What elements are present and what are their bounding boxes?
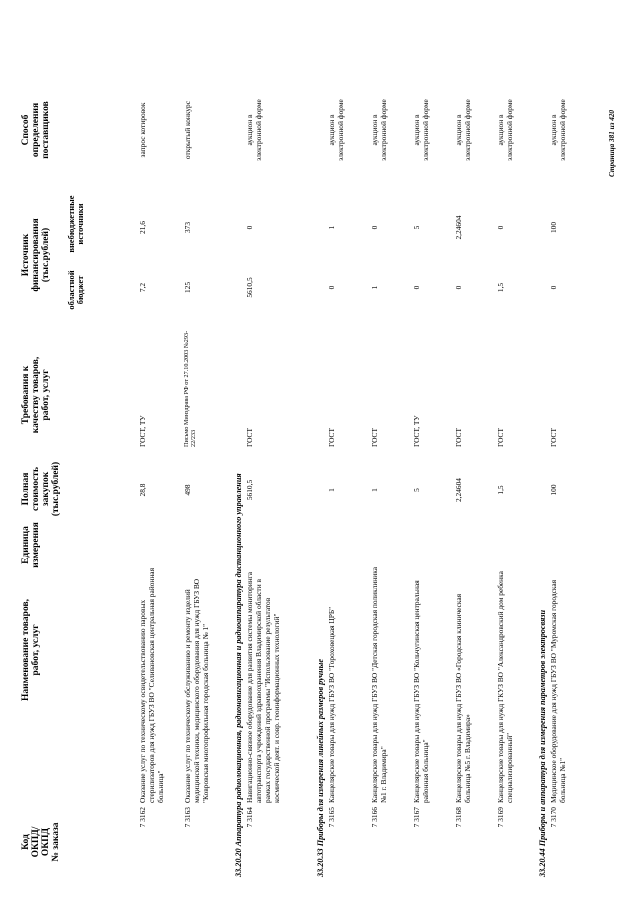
row-extra: 1 bbox=[327, 225, 336, 230]
row-regional: 5610,5 bbox=[245, 277, 254, 298]
row-name: Канцелярские товары для нужд ГБУЗ ВО «Городская клиническая больница №5 г. Владимира» bbox=[454, 593, 472, 803]
row-code: 7 3168 bbox=[454, 807, 463, 828]
row-requirements: ГОСТ bbox=[549, 428, 558, 447]
row-cost: 5610,5 bbox=[245, 479, 254, 501]
row-regional: 0 bbox=[454, 285, 463, 290]
row-extra: 21,6 bbox=[138, 221, 147, 234]
header-source-line: (тыс.рублей) bbox=[40, 227, 51, 283]
row-method: открытый конкурс bbox=[183, 100, 192, 160]
row-cost: 28,8 bbox=[138, 483, 147, 497]
header-code-line: Код bbox=[21, 834, 31, 850]
row-method: аукцион в электронной форме bbox=[412, 99, 430, 161]
row-requirements: ГОСТ bbox=[245, 428, 254, 447]
row-code: 7 3162 bbox=[138, 807, 147, 828]
row-extra: 100 bbox=[549, 221, 558, 234]
row-extra: 373 bbox=[183, 221, 192, 234]
row-name: Оказание услуг по техническому обслуживанию и ремонту изделий медицинской техники, медицинского оборудования для нужд ГБУЗ ВО "Ковровская многопрофильная городская больница № 1" bbox=[183, 578, 210, 803]
row-regional: 125 bbox=[183, 281, 192, 294]
header-code bbox=[22, 807, 62, 877]
header-cost bbox=[22, 459, 62, 519]
page-number: Страница 381 из 420 bbox=[608, 109, 616, 177]
row-cost: 1 bbox=[370, 488, 379, 492]
header-cost-line: стоимость bbox=[30, 467, 41, 511]
row-code: 7 3163 bbox=[183, 807, 192, 828]
section-heading: 33.20.44 Приборы и аппаратура для измерения параметров электросвязи bbox=[538, 609, 547, 877]
header-unit-line: Единица bbox=[21, 526, 31, 564]
row-regional: 7,2 bbox=[138, 282, 147, 293]
row-method: аукцион в электронной форме bbox=[370, 99, 388, 161]
row-cost: 1 bbox=[327, 488, 336, 492]
row-code: 7 3170 bbox=[549, 807, 558, 828]
header-req-line: качеству товаров, bbox=[30, 356, 41, 434]
header-req-line: Требования к bbox=[21, 365, 31, 425]
row-name: Канцелярские товары для нужд ГКУЗ ВО "Александровский дом ребенка специализированный" bbox=[496, 571, 514, 803]
header-name-line: Наименование товаров, bbox=[21, 599, 31, 701]
row-requirements: ГОСТ, ТУ bbox=[138, 415, 147, 447]
section-heading: 33.20.20 Аппаратура радиолокационная, радионавигационная и радиоаппаратура дистанционного управления bbox=[234, 473, 243, 877]
row-name: Канцелярские товары для нужд ГБУЗ ВО "Гороховецкая ЦРБ" bbox=[327, 606, 336, 803]
header-method-line: Способ bbox=[21, 114, 31, 146]
row-name: Навигационно-связное оборудование для развития системы мониторинга автотранспорта учреждений здравоохранения Владимирской области в рамках государственной программы "Использование результатов космической деят. и совр. геоинформационных технологий" bbox=[245, 571, 281, 803]
header-cost-line: Полная bbox=[21, 472, 31, 506]
header-cost-line: (тыс.рублей) bbox=[50, 461, 61, 517]
header-unit-line: измерения bbox=[30, 522, 41, 568]
header-req-line: работ, услуг bbox=[40, 369, 51, 421]
row-requirements: ГОСТ bbox=[454, 428, 463, 447]
row-requirements: ГОСТ bbox=[327, 428, 336, 447]
header-source-line: Источник bbox=[21, 233, 31, 277]
row-extra: 0 bbox=[245, 225, 254, 230]
row-requirements: Письмо Минздрава РФ от 27.10.2003 №293-22/233 bbox=[183, 330, 197, 447]
row-method: аукцион в электронной форме bbox=[496, 99, 514, 161]
row-code: 7 3169 bbox=[496, 807, 505, 828]
header-source bbox=[22, 190, 52, 320]
row-method: аукцион в электронной форме bbox=[245, 99, 263, 161]
row-requirements: ГОСТ bbox=[496, 428, 505, 447]
header-cost-line: закупок bbox=[40, 471, 51, 507]
row-requirements: ГОСТ bbox=[370, 428, 379, 447]
row-regional: 1,5 bbox=[496, 282, 505, 293]
row-name: Медицинское оборудование для нужд ГБУЗ ВО "Муромская городская больница №1" bbox=[549, 579, 567, 803]
header-regional-line: областной bbox=[66, 270, 76, 310]
header-name bbox=[22, 565, 42, 735]
header-unit bbox=[22, 515, 42, 575]
row-name: Канцелярские товары для нужд ГБУЗ ВО "Детская городская поликлиника №1 г. Владимира" bbox=[370, 567, 388, 803]
header-regional-line: бюджет bbox=[74, 275, 85, 305]
row-regional: 0 bbox=[327, 285, 336, 290]
header-name-line: работ, услуг bbox=[30, 624, 41, 676]
row-code: 7 3166 bbox=[370, 807, 379, 828]
row-method: аукцион в электронной форме bbox=[454, 99, 472, 161]
header-source-line: финансирования bbox=[30, 218, 41, 292]
row-extra: 5 bbox=[412, 225, 421, 230]
row-cost: 1,5 bbox=[496, 485, 505, 495]
row-extra: 0 bbox=[370, 225, 379, 230]
row-cost: 5 bbox=[412, 488, 421, 492]
row-method: аукцион в электронной форме bbox=[327, 99, 345, 161]
row-method: аукцион в электронной форме bbox=[549, 99, 567, 161]
row-regional: 0 bbox=[549, 285, 558, 290]
row-code: 7 3165 bbox=[327, 807, 336, 828]
header-extra-line: внебюджетные bbox=[66, 195, 76, 253]
header-method-line: поставщиков bbox=[40, 101, 51, 159]
section-heading: 33.20.33 Приборы для измерения линейных размеров ручные bbox=[316, 659, 325, 877]
row-regional: 1 bbox=[370, 285, 379, 290]
row-cost: 498 bbox=[183, 484, 192, 496]
header-code-line: ОКПД bbox=[40, 827, 51, 857]
header-method-line: определения bbox=[30, 102, 41, 158]
row-regional: 0 bbox=[412, 285, 421, 290]
row-method: запрос котировок bbox=[138, 102, 147, 158]
row-code: 7 3167 bbox=[412, 807, 421, 828]
row-name: Оказание услуг по техническому освидетельствованию паровых стерилизаторов для нужд ГБУЗ ВО "Селивановская центральная районная больница" bbox=[138, 568, 165, 803]
header-extra-line: источники bbox=[74, 203, 85, 245]
header-code-line: № заказа bbox=[50, 822, 61, 862]
row-cost: 100 bbox=[549, 484, 558, 496]
row-code: 7 3164 bbox=[245, 807, 254, 828]
row-name: Канцелярские товары для нужд ГБУЗ ВО "Кольчугинская центральная районная больница" bbox=[412, 580, 430, 803]
header-code-line: ОКПД/ bbox=[30, 826, 41, 858]
row-extra: 2,24604 bbox=[454, 215, 463, 240]
row-requirements: ГОСТ, ТУ bbox=[412, 415, 421, 447]
header-regional bbox=[67, 260, 85, 320]
header-method bbox=[22, 90, 52, 170]
row-cost: 2,24604 bbox=[454, 477, 463, 503]
header-requirements bbox=[22, 340, 52, 450]
header-extra bbox=[67, 189, 85, 259]
row-extra: 0 bbox=[496, 225, 505, 230]
